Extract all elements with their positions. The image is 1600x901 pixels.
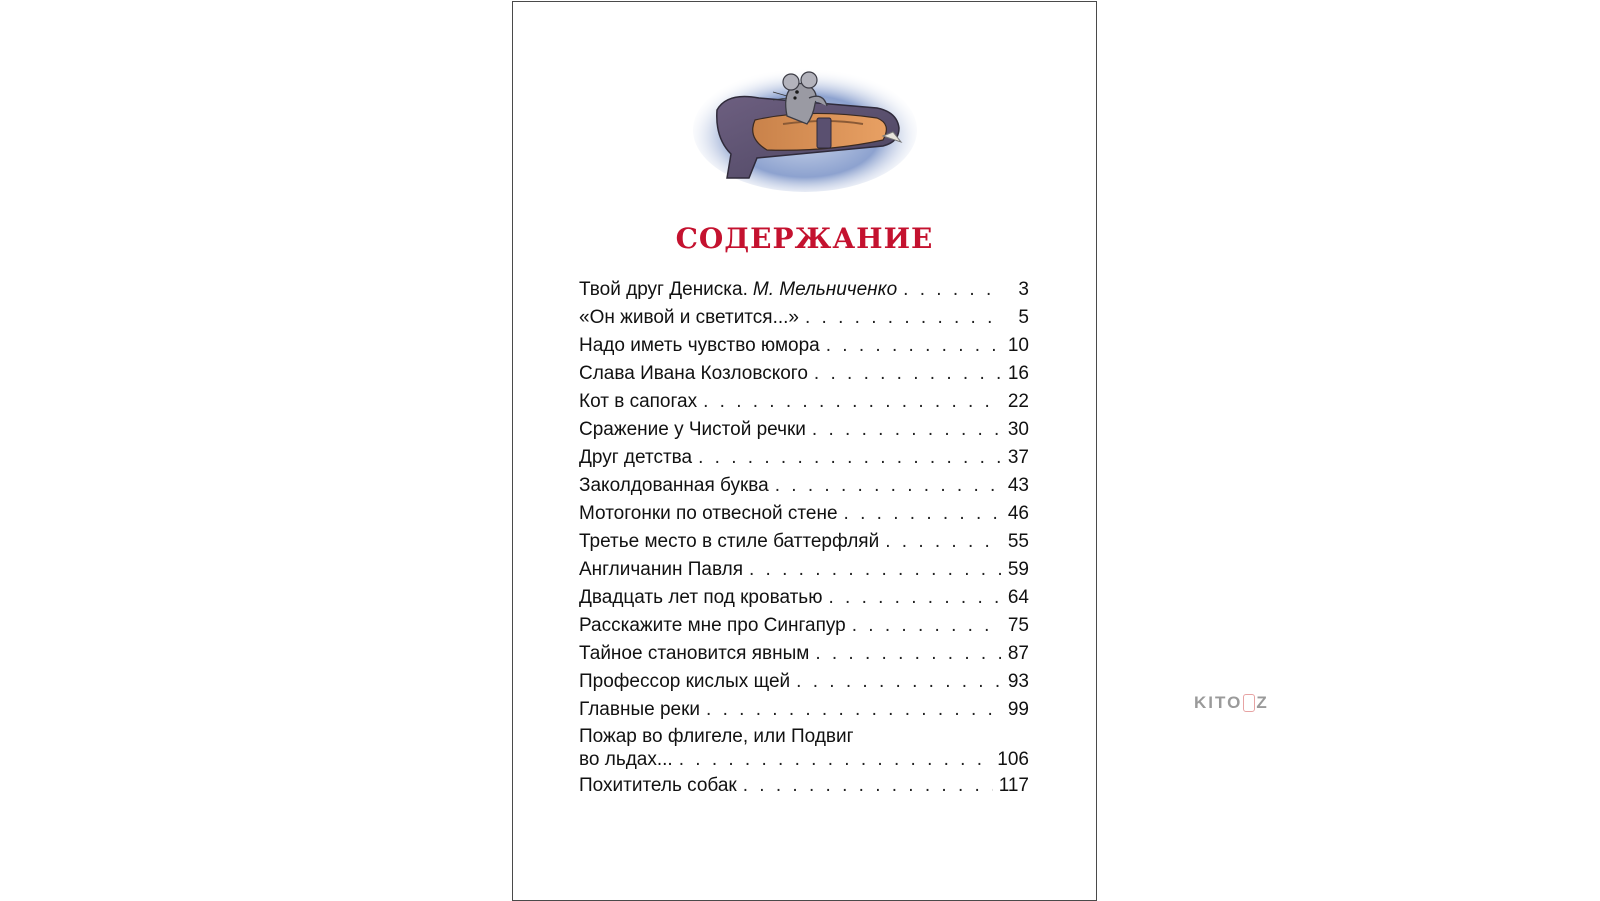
toc-entry[interactable]: [579, 612, 1029, 640]
toc-entry[interactable]: [579, 500, 1029, 528]
toc-entry-page: 106: [997, 749, 1029, 770]
toc-dot-leader: [703, 388, 1001, 416]
toc-dot-leader: [826, 332, 1001, 360]
toc-entry-page: 30: [1007, 419, 1029, 440]
toc-entry-label: Кот в сапогах: [579, 391, 698, 412]
toc-entry-label: Расскажите мне про Сингапур: [579, 615, 846, 636]
watermark-text-right: Z: [1256, 693, 1269, 712]
toc-entry-label: Третье место в стиле баттерфляй: [579, 531, 880, 552]
toc-dot-leader: [814, 360, 1001, 388]
watermark-text-left: KITO: [1194, 693, 1243, 712]
toc-entry-label: Мотогонки по отвесной стене: [579, 503, 838, 524]
toc-entry[interactable]: [579, 528, 1029, 556]
watermark-logo: [1194, 693, 1269, 713]
toc-dot-leader: [796, 668, 1001, 696]
toc-entry-page: 3: [1018, 279, 1029, 300]
toc-entry[interactable]: [579, 360, 1029, 388]
toc-entry-page: 99: [1007, 699, 1029, 720]
toc-entry[interactable]: [579, 276, 1029, 304]
toc-dot-leader: [903, 276, 1001, 304]
toc-entry-label: Двадцать лет под кроватью: [579, 587, 823, 608]
toc-entry-label: Заколдованная буква: [579, 475, 769, 496]
toc-entry-page: 75: [1007, 615, 1029, 636]
toc-entry-label: Главные реки: [579, 699, 701, 720]
toc-entry-author: М. Мельниченко: [752, 279, 898, 300]
toc-entry-label: Твой друг Дениска.: [579, 279, 748, 300]
toc-entry[interactable]: [579, 640, 1029, 668]
toc-dot-leader: [844, 500, 1001, 528]
toc-entry-page: 117: [998, 775, 1029, 796]
toc-entry-label-line1: Пожар во флигеле, или Подвиг: [579, 726, 854, 747]
toc-entry-page: 43: [1007, 475, 1029, 496]
toc-entry-label: Профессор кислых щей: [579, 671, 791, 692]
toc-entry[interactable]: [579, 724, 1029, 772]
watermark-b-icon: [1243, 694, 1255, 712]
toc-dot-leader: [885, 528, 1001, 556]
toc-entry[interactable]: [579, 772, 1029, 800]
toc-entry-page: 55: [1007, 531, 1029, 552]
toc-dot-leader: [749, 556, 1001, 584]
toc-entry-page: 64: [1007, 587, 1029, 608]
toc-entry-label: «Он живой и светится...»: [579, 307, 799, 328]
toc-dot-leader: [706, 696, 1001, 724]
toc-entry[interactable]: [579, 556, 1029, 584]
toc-entry-label: Друг детства: [579, 447, 693, 468]
toc-title: СОДЕРЖАНИЕ: [675, 222, 934, 255]
toc-entry[interactable]: [579, 388, 1029, 416]
toc-entry-page: 59: [1007, 559, 1029, 580]
toc-entry[interactable]: [579, 304, 1029, 332]
toc-entry[interactable]: [579, 416, 1029, 444]
toc-entry-page: 5: [1018, 307, 1029, 328]
toc-entry[interactable]: [579, 332, 1029, 360]
toc-entry-label: Сражение у Чистой речки: [579, 419, 806, 440]
toc-entry[interactable]: [579, 472, 1029, 500]
toc-dot-leader: [812, 416, 1001, 444]
toc-entry[interactable]: [579, 668, 1029, 696]
toc-entry-page: 16: [1007, 363, 1029, 384]
toc-dot-leader: [805, 304, 1001, 332]
toc-entry-label: Англичанин Павля: [579, 559, 743, 580]
toc-entry-page: 93: [1007, 671, 1029, 692]
toc-dot-leader: [743, 772, 993, 800]
toc-entry-label-line2: во льдах...: [579, 749, 673, 770]
toc-dot-leader: [852, 612, 1001, 640]
toc-entry[interactable]: [579, 696, 1029, 724]
toc-entry[interactable]: [579, 584, 1029, 612]
toc-entry-page: 87: [1007, 643, 1029, 664]
toc-entry-label: Похититель собак: [579, 775, 737, 796]
book-page: [512, 1, 1097, 901]
toc-entry[interactable]: [579, 444, 1029, 472]
toc-entry-page: 46: [1007, 503, 1029, 524]
toc-dot-leader: [775, 472, 1001, 500]
toc-entry-label: Тайное становится явным: [579, 643, 810, 664]
toc-dot-leader: [815, 640, 1001, 668]
toc-entry-page: 10: [1007, 335, 1029, 356]
toc-entry-label: Слава Ивана Козловского: [579, 363, 808, 384]
toc-dot-leader: [698, 444, 1001, 472]
toc-dot-leader: [679, 748, 992, 772]
toc-dot-leader: [828, 584, 1001, 612]
toc-entry-page: 22: [1007, 391, 1029, 412]
mouse-in-boot-illustration: [687, 58, 917, 198]
toc-entry-label: Надо иметь чувство юмора: [579, 335, 820, 356]
toc-entry-page: 37: [1007, 447, 1029, 468]
toc-list: [579, 276, 1029, 800]
